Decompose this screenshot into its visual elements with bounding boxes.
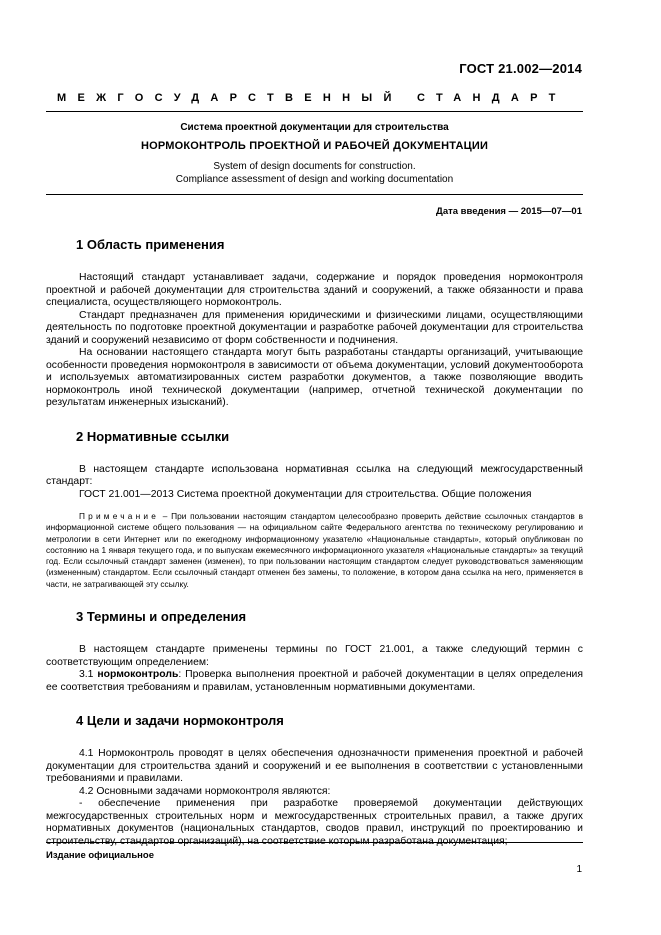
section-normative-references [46, 428, 583, 591]
title-rule [46, 194, 583, 195]
section-terms [46, 608, 583, 694]
paragraph: Стандарт предназначен для применения юридическими и физическими лицами, осуществляющими деятельность по подготовке проектной документации и разработке рабочей документации для строительства зданий и сооружений независимо от форм собственности и подчинения. [46, 309, 583, 346]
title-en-line-2: Compliance assessment of design and working documentation [175, 174, 454, 185]
paragraph: 4.2 Основными задачами нормоконтроля являются: [79, 785, 331, 797]
section-heading: 2 Нормативные ссылки [76, 428, 230, 444]
document-body [46, 236, 583, 858]
introduction-date: Дата введения — 2015—07—01 [436, 206, 582, 217]
document-code: ГОСТ 21.002—2014 [459, 61, 582, 76]
document-title-en [46, 160, 583, 186]
term-number: 3.1 [79, 669, 98, 681]
system-title-ru: Система проектной документации для строительства [180, 122, 449, 133]
standard-type: МЕЖГОСУДАРСТВЕННЫЙ СТАНДАРТ [57, 92, 567, 104]
term-text: : Проверка выполнения проектной и рабочей документации в целях определения ее соответствия требованиям и правилам, установленным нормативными документами. [46, 669, 583, 693]
note-label: Примечание [79, 511, 160, 521]
document-title-ru: НОРМОКОНТРОЛЬ ПРОЕКТНОЙ И РАБОЧЕЙ ДОКУМЕНТАЦИИ [140, 140, 489, 152]
term-definition [46, 669, 583, 694]
paragraph: 4.1 Нормоконтроль проводят в целях обеспечения однозначности применения проектной и рабочей документации для строительства зданий и сооружений и ее выполнения в соответствии с установленными требованиями и правилами. [46, 748, 583, 785]
section-scope [46, 236, 583, 410]
paragraph: В настоящем стандарте использована нормативная ссылка на следующий межгосударственный стандарт: [46, 463, 583, 487]
header-rule [46, 111, 583, 112]
section-heading: 3 Термины и определения [76, 609, 247, 625]
paragraph: ГОСТ 21.001—2013 Система проектной документации для строительства. Общие положения [79, 488, 532, 500]
paragraph: Настоящий стандарт устанавливает задачи, содержание и порядок проведения нормоконтроля проектной и рабочей документации для строительства зданий и сооружений, а также обязанности и права специалиста, осуществляющего нормоконтроль. [46, 272, 583, 308]
paragraph: На основании настоящего стандарта могут быть разработаны стандарты организаций, учитывающие особенности проведения нормоконтроля в зависимости от объема документации, условий документооборота и используемых автоматизированных систем разработки документов, а также позволяющие вводить нормоконтроль иной технической документации (например, отчетной технической документации по результатам инженерных изысканий). [46, 347, 583, 408]
paragraph: - обеспечение применения при разработке проверяемой документации действующих межгосударственных строительных норм и межгосударственных строительных правил, а также других нормативных документов (национальных стандартов, сводов правил, инструкций по проектированию и строительству, стандартов организаций), на соответствие которым разработана документация; [46, 798, 583, 847]
note-text: – При пользовании настоящим стандартом целесообразно проверить действие ссылочных стандартов в информационной системе общего пользования — на официальном сайте Федерального агентства по техническому регулированию и метрологии в сети Интернет или по ежегодному информационному указателю «Национальные стандарты», который опубликован по состоянию на 1 января текущего года, и по выпускам ежемесячного информационного указателя «Национальные стандарты» за текущий год. Если ссылочный стандарт заменен (изменен), то при пользовании настоящим стандартом следует руководствоваться заменяющим (измененным) стандартом. Если ссылочный стандарт отменен без замены, то положение, в котором дана ссылка на него, применяется в части, не затрагивающей эту ссылку. [46, 511, 583, 589]
title-en-line-1: System of design documents for construction. [213, 161, 416, 172]
footer-rule [46, 842, 583, 843]
official-edition-label: Издание официальное [46, 850, 154, 861]
term-name: нормоконтроль [97, 669, 179, 681]
section-heading: 4 Цели и задачи нормоконтроля [76, 713, 284, 729]
paragraph: В настоящем стандарте применены термины по ГОСТ 21.001, а также следующий термин с соответствующим определением: [46, 644, 583, 668]
page-number: 1 [576, 864, 582, 875]
section-heading: 1 Область применения [76, 237, 225, 252]
section-goals [46, 712, 583, 848]
note [46, 511, 583, 590]
